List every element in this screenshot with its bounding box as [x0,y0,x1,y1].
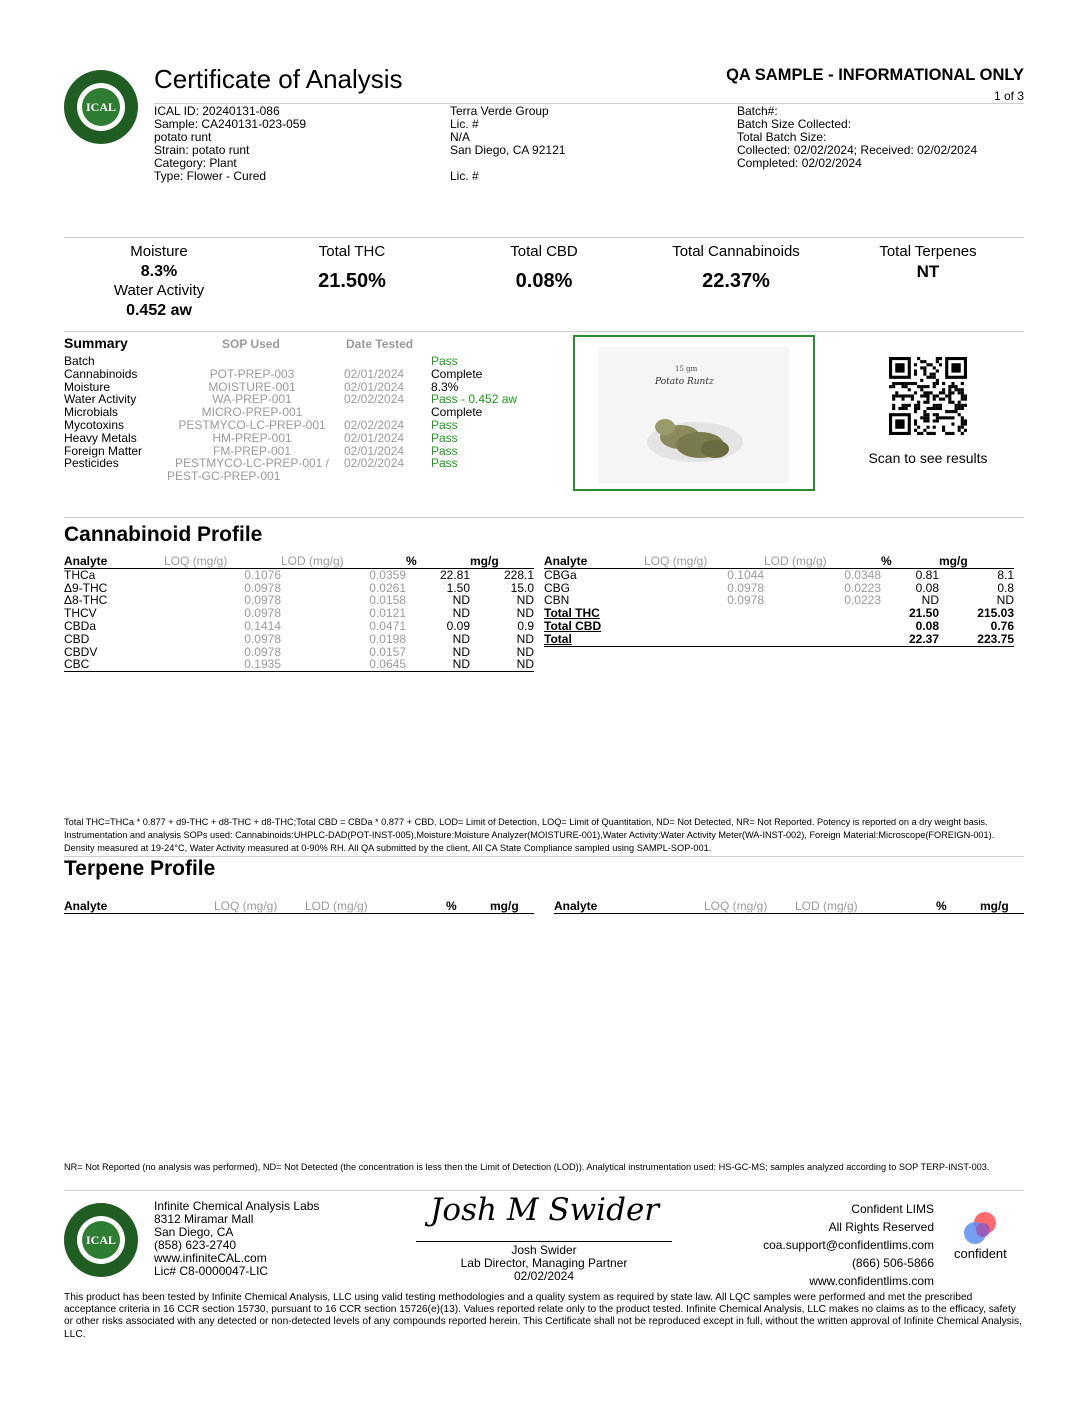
total-thc-label: Total THC [318,243,386,260]
client-lic: Lic. # [450,117,479,131]
lab-contact [154,1200,319,1278]
lims-name: Confident LIMS [851,1202,934,1216]
col-percent: % [446,900,490,913]
summary-date: 02/01/2024 [344,366,405,381]
loq-value: 0.0978 [244,580,281,595]
cannabinoid-row [64,620,534,633]
summary-test-name: Mycotoxins [64,417,125,432]
total-percent: 22.37 [908,631,939,646]
cannabinoid-total-row [544,633,1014,646]
lab-phone: (858) 623-2740 [154,1238,237,1252]
analyte-name: THCa [64,567,96,582]
loq-value: 0.1044 [727,567,764,582]
summary-sop: MOISTURE-001 [208,379,296,394]
sample-info [154,105,306,183]
summary-date: 02/02/2024 [344,392,405,407]
percent-value: 0.81 [915,567,939,582]
mgg-value: 8.1 [997,567,1014,582]
moisture-stat [84,243,234,320]
mgg-value: ND [996,593,1014,608]
summary-sop: WA-PREP-001 [212,392,292,407]
loq-value: 0.1076 [244,567,281,582]
analyte-name: Δ9-THC [64,580,108,595]
cannabinoid-table-left [64,555,534,672]
terpene-table-left [64,900,534,914]
lims-rights: All Rights Reserved [828,1220,934,1234]
total-terpenes-label: Total Terpenes [879,243,977,260]
col-analyte: Analyte [554,900,704,913]
photo-caption-label: Potato Runtz [655,377,714,387]
page-title: Certificate of Analysis [154,64,403,94]
analyte-name: Δ8-THC [64,593,108,608]
cannabinoid-row [544,594,1014,607]
mgg-value: ND [516,606,534,621]
water-activity-label: Water Activity [113,282,205,299]
cannabis-bud-image [635,387,755,477]
loq-value: 0.0978 [244,606,281,621]
client-lic-2: Lic. # [450,169,479,183]
summary-row [64,419,544,432]
total-mgg: 0.76 [990,618,1014,633]
summary-row [64,355,544,368]
summary-row [64,368,544,381]
analyte-name: CBGa [544,567,577,582]
lod-value: 0.0223 [844,593,881,608]
mgg-value: 0.8 [997,580,1014,595]
percent-value: 22.81 [439,567,470,582]
cannabinoid-total-row [544,620,1014,633]
total-name: Total [544,631,572,646]
percent-value: ND [921,593,939,608]
summary-table [64,355,544,483]
client-na: N/A [450,130,471,144]
summary-result: Complete [431,405,483,420]
total-name: Total CBD [544,618,602,633]
cannabinoid-row [544,568,1014,581]
lod-value: 0.0198 [369,631,406,646]
summary-test-name: Microbials [64,405,119,420]
client-info [450,105,565,183]
mgg-value: ND [516,593,534,608]
lab-seal-logo [64,70,138,144]
batch-info [737,105,977,170]
summary-sop: HM-PREP-001 [212,430,292,445]
summary-row [64,432,544,445]
summary-result: Pass [431,354,458,368]
category: Category: Plant [154,156,237,170]
terpene-footnote: NR= Not Reported (no analysis was performed), ND= Not Detected (the concentration is less then the Limit of Detection (LOD)). Analytical instrumentation used: HS-GC-MS; samples analyzed according to SOP TERP-INST-003. [64,1162,990,1172]
qr-caption: Scan to see results [868,450,988,466]
percent-value: 0.08 [915,580,939,595]
col-analyte: Analyte [544,555,644,568]
total-terpenes-stat [848,243,1008,282]
total-cannabinoids-value: 22.37% [702,270,770,292]
col-analyte: Analyte [64,900,214,913]
lod-value: 0.0348 [844,567,881,582]
total-cannabinoids-label: Total Cannabinoids [672,243,800,260]
analyte-name: CBG [544,580,571,595]
total-thc-stat [272,243,432,293]
lod-value: 0.0158 [369,593,406,608]
lims-website[interactable]: www.confidentlims.com [809,1274,934,1288]
lod-value: 0.0359 [369,567,406,582]
terpene-table-right [554,900,1024,914]
logo-wordmark: confident [954,1246,1007,1261]
col-lod: LOD (mg/g) [795,900,936,913]
total-cbd-value: 0.08% [515,270,573,292]
lims-phone: (866) 506-5866 [851,1256,934,1270]
sample-name: potato runt [154,130,212,144]
summary-sop: MICRO-PREP-001 [201,405,303,420]
col-loq: LOQ (mg/g) [704,900,795,913]
col-mgg: mg/g [490,900,534,913]
col-loq: LOQ (mg/g) [164,555,281,568]
batch-number: Batch#: [737,104,778,118]
lims-email[interactable]: coa.support@confidentlims.com [763,1238,934,1252]
cannabinoid-row [544,582,1014,595]
lab-city: San Diego, CA [154,1225,234,1239]
loq-value: 0.0978 [244,593,281,608]
col-percent: % [406,555,470,568]
client-city: San Diego, CA 92121 [450,143,566,157]
signatory-date: 02/02/2024 [513,1269,575,1283]
completed-date: Completed: 02/02/2024 [737,156,862,170]
summary-test-name: Batch [64,354,95,368]
total-percent: 21.50 [908,606,939,621]
col-percent: % [881,555,939,568]
logo-circle-purple [976,1223,990,1237]
analyte-name: CBD [64,631,90,646]
summary-result: Pass - 0.452 aw [431,392,518,407]
cannabinoid-heading: Cannabinoid Profile [64,523,263,546]
percent-value: ND [452,657,470,672]
summary-result: Pass [431,430,458,445]
loq-value: 0.1935 [244,657,281,672]
summary-test-name: Cannabinoids [64,366,138,381]
loq-value: 0.0978 [727,593,764,608]
mgg-value: ND [516,657,534,672]
signatory [416,1244,672,1283]
total-mgg: 215.03 [977,606,1014,621]
summary-test-name: Water Activity [64,392,137,407]
col-mgg: mg/g [939,555,1014,568]
analyte-name: THCV [64,606,97,621]
type: Type: Flower - Cured [154,169,267,183]
disclaimer: This product has been tested by Infinite Chemical Analysis, LLC using valid testing methodologies and a quality system as required by state law. All LQC samples were performed and met the prescribed acceptance criteria in 16 CCR section 15730, pursuant to 16 CCR section 15726(e)(13). Values reported relate only to the product tested. Infinite Chemical Analysis, LLC makes no claims as to the efficacy, safety or other risks associated with any detected or non-detected levels of any compounds reported herein. This Certificate shall not be reproduced except in full, without the written approval of Infinite Chemical Analysis, LLC. [64,1292,1022,1340]
lod-value: 0.0471 [369,618,406,633]
col-mgg: mg/g [980,900,1024,913]
col-loq: LOQ (mg/g) [644,555,764,568]
col-lod: LOD (mg/g) [281,555,406,568]
percent-value: ND [452,606,470,621]
summary-date: 02/01/2024 [344,443,405,458]
summary-heading: Summary [64,335,128,351]
cannabinoid-row [64,568,534,581]
mgg-value: 15.0 [510,580,534,595]
mgg-value: ND [516,644,534,659]
moisture-label: Moisture [130,243,188,260]
lab-seal-text: ICAL [82,1221,120,1259]
total-cbd-stat [464,243,624,293]
col-mgg: mg/g [470,555,534,568]
col-percent: % [936,900,980,913]
summary-date: 02/02/2024 [344,456,405,471]
percent-value: 0.09 [446,618,470,633]
lims-contact [763,1200,934,1290]
lab-address: 8312 Miramar Mall [154,1212,254,1226]
summary-col-sop: SOP Used [222,337,280,351]
loq-value: 0.1414 [244,618,281,633]
summary-result: 8.3% [431,379,459,394]
total-name: Total THC [544,606,600,621]
confident-logo [950,1208,1030,1268]
mgg-value: 228.1 [503,567,534,582]
summary-sop: FM-PREP-001 [212,443,292,458]
photo-caption-weight: 15 gm [675,365,698,373]
total-mgg: 223.75 [977,631,1014,646]
signatory-name: Josh Swider [511,1243,577,1257]
loq-value: 0.0978 [727,580,764,595]
batch-size-collected: Batch Size Collected: [737,117,852,131]
qa-notice: QA SAMPLE - INFORMATIONAL ONLY [726,66,1024,84]
lab-seal-logo-footer [64,1203,138,1277]
qr-code-icon[interactable] [889,357,967,435]
lod-value: 0.0645 [369,657,406,672]
lab-website[interactable]: www.infiniteCAL.com [154,1251,267,1265]
total-terpenes-value: NT [916,262,940,281]
mgg-value: 0.9 [517,618,534,633]
signatory-role: Lab Director, Managing Partner [460,1256,628,1270]
lod-value: 0.0261 [369,580,406,595]
summary-result: Complete [431,366,483,381]
page-number: 1 of 3 [993,89,1024,103]
summary-result: Pass [431,417,458,432]
col-lod: LOD (mg/g) [305,900,446,913]
cannabinoid-footnote: Total THC=THCa * 0.877 + d9-THC + d8-THC + d8-THC;Total CBD = CBDa * 0.877 + CBD. LOD= Limit of Detection, LOQ= Limit of Quantitation, ND= Not Detected, NR= Not Reported. Potency is reported on a dry weight basis. Instrumentation and analysis SOPs used: Cannabinoids:UHPLC-DAD(POT-INST-005),Moisture:Moisture Analyzer(MOISTURE-001),Water Activity:Water Activity Meter(WA-INST-002), Foreign Material:Microscope(FOREIGN-001). Density measured at 19-24°C, Water Activity measured at 0-90% RH. All QA submitted by the client, All CA State Compliance sampled using SAMPL-SOP-001. [64,817,995,853]
percent-value: ND [452,631,470,646]
lab-name: Infinite Chemical Analysis Labs [154,1199,320,1213]
lod-value: 0.0223 [844,580,881,595]
cannabinoid-total-row [544,607,1014,620]
summary-test-name: Foreign Matter [64,443,143,458]
col-lod: LOD (mg/g) [764,555,881,568]
summary-sop: PESTMYCO-LC-PREP-001 / [174,456,330,471]
terpene-heading: Terpene Profile [64,857,216,880]
sample-id: Sample: CA240131-023-059 [154,117,307,131]
summary-date: 02/01/2024 [344,379,405,394]
total-percent: 0.08 [915,618,939,633]
cannabinoid-row [64,658,534,671]
total-batch-size: Total Batch Size: [737,130,827,144]
col-analyte: Analyte [64,555,164,568]
total-cbd-label: Total CBD [510,243,578,260]
col-loq: LOQ (mg/g) [214,900,305,913]
summary-test-name: Heavy Metals [64,430,137,445]
summary-sop: POT-PREP-003 [209,366,295,381]
total-thc-value: 21.50% [318,270,386,292]
strain: Strain: potato runt [154,143,250,157]
lod-value: 0.0121 [369,606,406,621]
summary-sop-continued: PEST-GC-PREP-001 [167,469,281,484]
percent-value: ND [452,644,470,659]
water-activity-value: 0.452 aw [126,302,192,319]
collected-date: Collected: 02/02/2024; Received: 02/02/2024 [737,143,978,157]
summary-row [64,457,544,470]
summary-test-name: Moisture [64,379,111,394]
lab-license: Lic# C8-0000047-LIC [154,1264,269,1278]
summary-test-name: Pesticides [64,456,119,471]
total-cannabinoids-stat [646,243,826,293]
percent-value: 1.50 [446,580,470,595]
mgg-value: ND [516,631,534,646]
lod-value: 0.0157 [369,644,406,659]
cannabinoid-row [64,633,534,646]
summary-col-date: Date Tested [346,337,414,351]
summary-sop: PESTMYCO-LC-PREP-001 [178,417,326,432]
summary-date: 02/02/2024 [344,417,405,432]
client-name: Terra Verde Group [450,104,549,118]
cannabinoid-table-right [544,555,1014,647]
summary-date: 02/01/2024 [344,430,405,445]
percent-value: ND [452,593,470,608]
sample-photo [573,335,815,491]
analyte-name: CBDa [64,618,97,633]
analyte-name: CBDV [64,644,98,659]
lab-seal-text: ICAL [82,88,120,126]
analyte-name: CBN [544,593,570,608]
loq-value: 0.0978 [244,644,281,659]
loq-value: 0.0978 [244,631,281,646]
analyte-name: CBC [64,657,90,672]
summary-result: Pass [431,456,458,471]
summary-result: Pass [431,443,458,458]
ical-id: ICAL ID: 20240131-086 [154,104,280,118]
moisture-value: 8.3% [140,263,178,280]
signature-image: Josh M Swider [430,1192,660,1228]
